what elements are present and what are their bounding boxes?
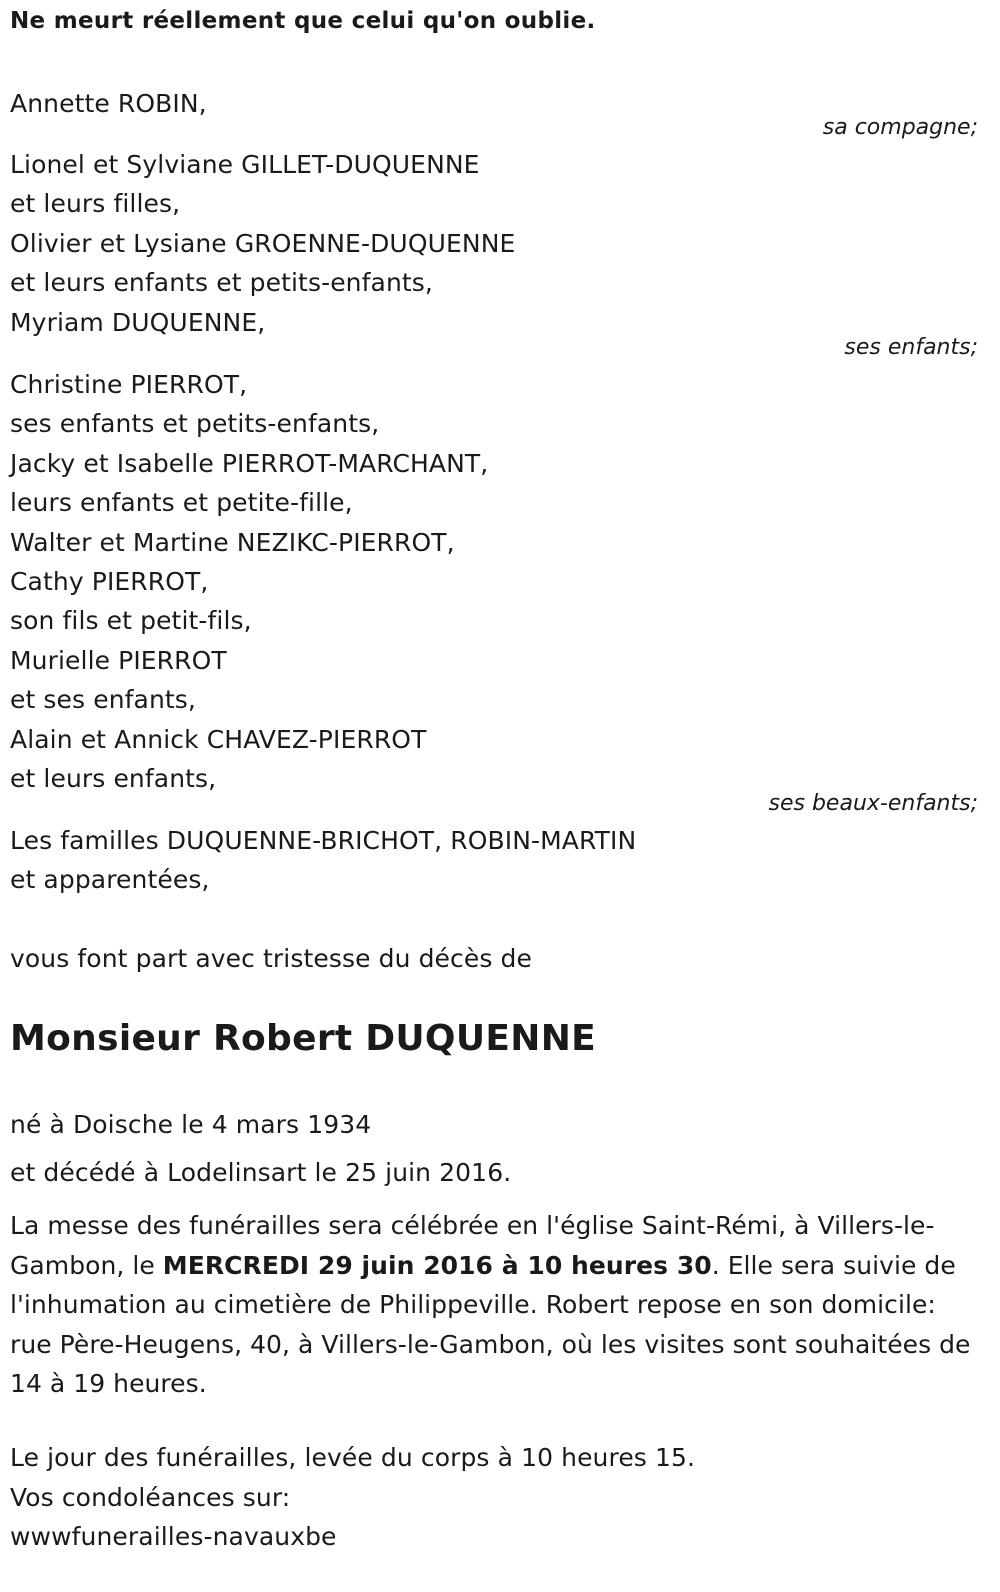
motto-heading: Ne meurt réellement que celui qu'on oublie. (10, 8, 596, 34)
child-line: Olivier et Lysiane GROENNE-DUQUENNE (10, 229, 516, 258)
stepchild-line: Jacky et Isabelle PIERROT-MARCHANT, (10, 449, 489, 478)
stepchildren-role: ses beaux-enfants; (768, 791, 978, 816)
stepchild-line: Walter et Martine NEZIKC-PIERROT, (10, 528, 455, 557)
closing-line: Vos condoléances sur: (10, 1483, 291, 1512)
stepchild-line: Murielle PIERROT (10, 646, 227, 675)
child-line: Myriam DUQUENNE, (10, 308, 266, 337)
closing-line: Le jour des funérailles, levée du corps à 10 heures 15. (10, 1443, 696, 1472)
stepchild-line: Alain et Annick CHAVEZ-PIERROT (10, 725, 427, 754)
child-line: et leurs enfants et petits-enfants, (10, 268, 433, 297)
families-line: et apparentées, (10, 865, 210, 894)
stepchild-line: Christine PIERROT, (10, 370, 248, 399)
ceremony-paragraph (10, 1206, 980, 1404)
stepchild-line: Cathy PIERROT, (10, 567, 209, 596)
announcement-text: vous font part avec tristesse du décès de (10, 944, 532, 973)
stepchild-line: ses enfants et petits-enfants, (10, 409, 380, 438)
stepchild-line: et ses enfants, (10, 685, 196, 714)
child-line: Lionel et Sylviane GILLET-DUQUENNE (10, 150, 480, 179)
companion-role: sa compagne; (822, 115, 978, 140)
companion-name: Annette ROBIN, (10, 89, 207, 118)
ceremony-text-after: . Elle sera suivie de l'inhumation au cimetière de Philippeville. Robert repose en son domicile: rue Père-Heugens, 40, à Villers-le-Gambon, où les visites sont souhaitées de 14 à 19 heures. (10, 1250, 971, 1398)
ceremony-text-before: La messe des funérailles sera célébrée en l'église Saint-Rémi, à Villers-le-Gambon, le (10, 1211, 935, 1280)
stepchild-line: et leurs enfants, (10, 764, 217, 793)
stepchild-line: son fils et petit-fils, (10, 606, 252, 635)
death-info: et décédé à Lodelinsart le 25 juin 2016. (10, 1158, 512, 1187)
website-text: wwwfunerailles-navauxbe (10, 1522, 337, 1551)
children-role: ses enfants; (844, 335, 978, 360)
families-line: Les familles DUQUENNE-BRICHOT, ROBIN-MARTIN (10, 826, 637, 855)
birth-info: né à Doische le 4 mars 1934 (10, 1110, 372, 1139)
deceased-name: Monsieur Robert DUQUENNE (10, 1018, 597, 1059)
child-line: et leurs filles, (10, 189, 181, 218)
stepchild-line: leurs enfants et petite-fille, (10, 488, 353, 517)
ceremony-date: MERCREDI 29 juin 2016 à 10 heures 30 (162, 1250, 712, 1280)
